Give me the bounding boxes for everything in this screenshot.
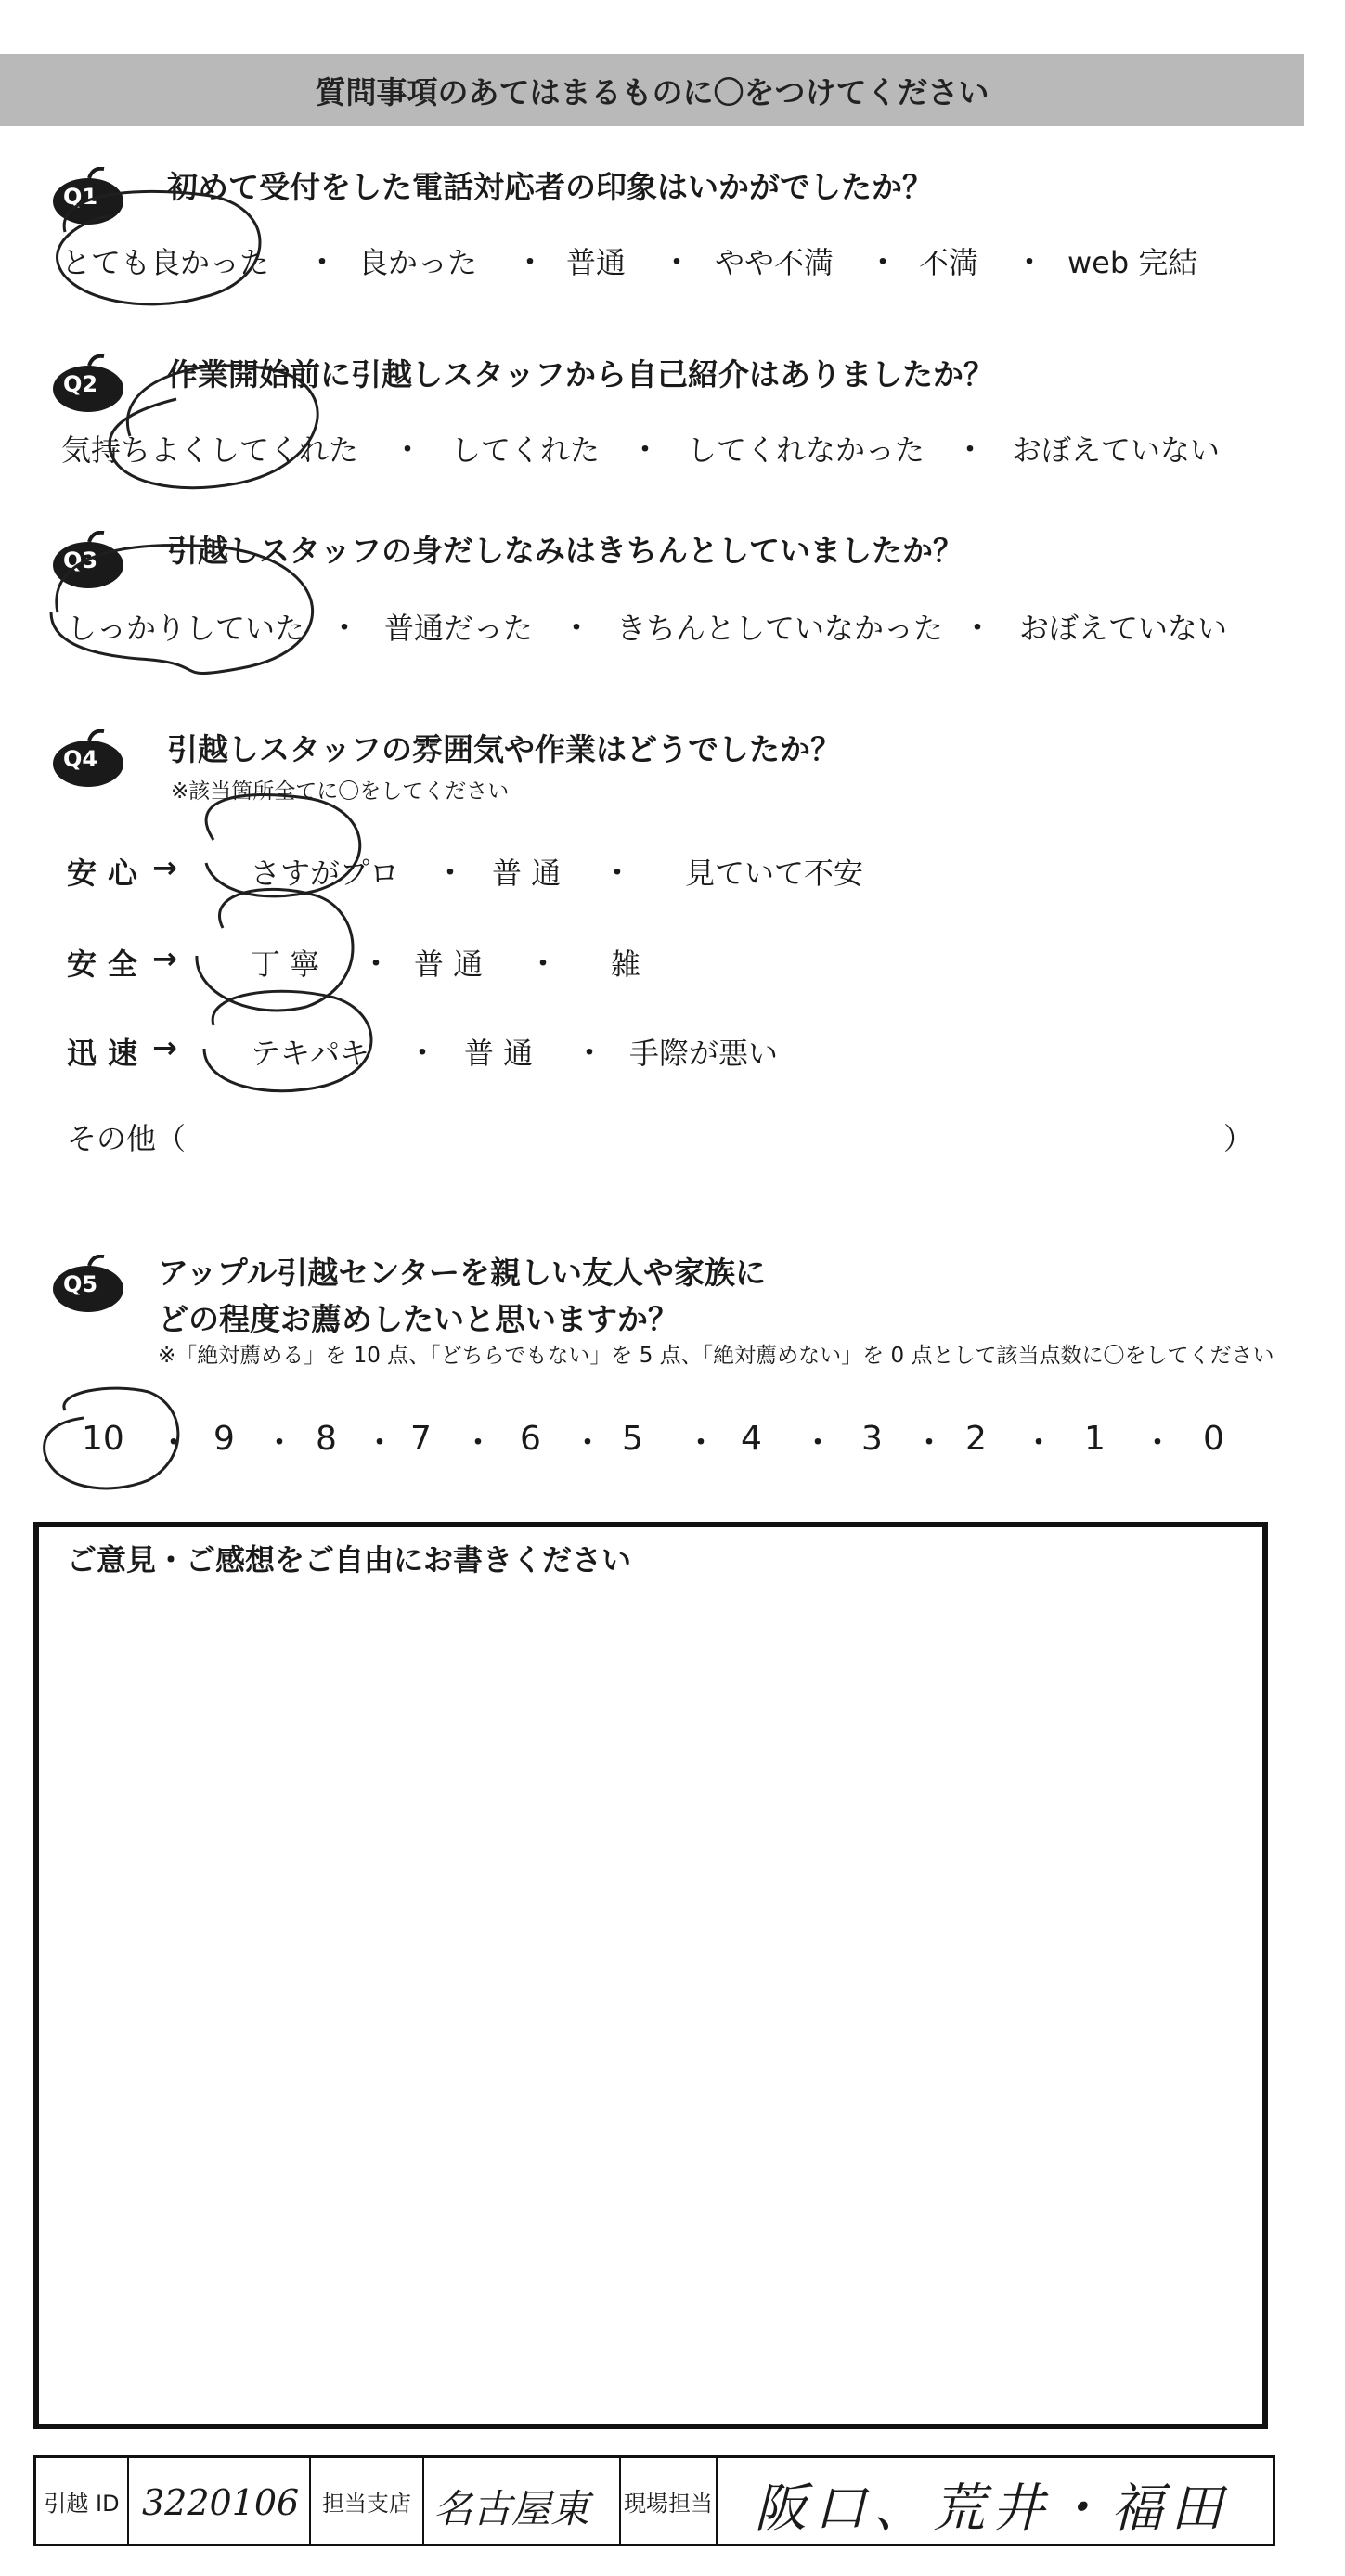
q1-option-good[interactable]: 良かった bbox=[358, 245, 478, 280]
q2-title: 作業開始前に引越しスタッフから自己紹介はありましたか？ bbox=[167, 356, 994, 393]
q4-speed-option-clumsy[interactable]: 手際が悪い bbox=[629, 1036, 779, 1071]
separator: ・ bbox=[576, 1037, 603, 1070]
q4-reassurance-option-uneasy[interactable]: 見ていて不安 bbox=[685, 856, 864, 891]
q3-title: 引越しスタッフの身だしなみはきちんとしていましたか？ bbox=[167, 533, 963, 569]
q3-badge-label: Q3 bbox=[63, 547, 98, 573]
q4-other-label: その他（ bbox=[67, 1121, 187, 1156]
footer-table bbox=[33, 2455, 1275, 2546]
score-6[interactable]: 6 bbox=[520, 1420, 541, 1458]
separator: ・ bbox=[631, 434, 659, 467]
q4-row-label-safety: 安全 bbox=[67, 947, 149, 982]
separator: ・ bbox=[563, 612, 590, 645]
separator: ・ bbox=[160, 1427, 188, 1460]
separator: ・ bbox=[1025, 1427, 1053, 1460]
q1-option-normal[interactable]: 普通 bbox=[566, 245, 627, 280]
score-5[interactable]: 5 bbox=[622, 1420, 643, 1458]
score-9[interactable]: 9 bbox=[213, 1420, 235, 1458]
q5-note: ※「絶対薦める」を 10 点、「どちらでもない」を 5 点、「絶対薦めない」を 0 点として該当点数に〇をしてください bbox=[158, 1344, 1274, 1368]
staff-value: 阪口、荒井・福田 bbox=[755, 2479, 1230, 2539]
branch-label: 担当支店 bbox=[311, 2458, 424, 2544]
separator: ・ bbox=[366, 1427, 394, 1460]
q4-other-input[interactable] bbox=[195, 1119, 1216, 1153]
separator: ・ bbox=[408, 1037, 436, 1070]
separator: ・ bbox=[464, 1427, 492, 1460]
q4-row-label-reassurance: 安心 bbox=[67, 856, 149, 891]
score-3[interactable]: 3 bbox=[861, 1420, 883, 1458]
score-0[interactable]: 0 bbox=[1203, 1420, 1224, 1458]
separator: ・ bbox=[1144, 1427, 1171, 1460]
separator: ・ bbox=[516, 247, 544, 279]
q4-row-label-speed: 迅速 bbox=[67, 1036, 149, 1071]
q4-safety-option-rough[interactable]: 雑 bbox=[611, 947, 641, 982]
separator: ・ bbox=[603, 857, 631, 890]
q4-safety-option-careful[interactable]: 丁 寧 bbox=[251, 947, 320, 982]
instructions-title: 質問事項のあてはまるものに〇をつけてください bbox=[315, 73, 989, 110]
separator: ・ bbox=[362, 948, 390, 981]
separator: ・ bbox=[915, 1427, 943, 1460]
q2-option-did[interactable]: してくれた bbox=[451, 432, 601, 468]
q1-option-unsatisfied[interactable]: 不満 bbox=[919, 245, 979, 280]
staff-label: 現場担当 bbox=[621, 2458, 718, 2544]
move-id-label: 引越 ID bbox=[36, 2458, 129, 2544]
branch-value-cell[interactable] bbox=[424, 2458, 621, 2544]
comments-title: ご意見・ご感想をご自由にお書きください bbox=[67, 1542, 632, 1578]
separator: ・ bbox=[804, 1427, 832, 1460]
q3-option-neat[interactable]: しっかりしていた bbox=[67, 611, 305, 646]
separator: ・ bbox=[1015, 247, 1043, 279]
score-1[interactable]: 1 bbox=[1084, 1420, 1106, 1458]
q4-reassurance-option-pro[interactable]: さすがプロ bbox=[251, 856, 400, 891]
move-id-value: 3220106 bbox=[142, 2482, 300, 2523]
q4-badge-label: Q4 bbox=[63, 746, 98, 772]
q4-title: 引越しスタッフの雰囲気や作業はどうでしたか？ bbox=[167, 731, 841, 767]
separator: ・ bbox=[956, 434, 984, 467]
q3-option-normal[interactable]: 普通だった bbox=[384, 611, 534, 646]
q1-title: 初めて受付をした電話対応者の印象はいかがでしたか？ bbox=[167, 169, 933, 205]
separator: ・ bbox=[394, 434, 421, 467]
q4-other-close: ） bbox=[1223, 1121, 1254, 1156]
arrow-right-icon: → bbox=[152, 1030, 177, 1065]
q2-option-pleasantly[interactable]: 気持ちよくしてくれた bbox=[61, 432, 359, 468]
q5-badge-label: Q5 bbox=[63, 1271, 98, 1297]
separator: ・ bbox=[663, 247, 691, 279]
q2-badge-label: Q2 bbox=[63, 371, 98, 397]
q4-note: ※該当箇所全てに〇をしてください bbox=[171, 779, 510, 804]
score-7[interactable]: 7 bbox=[410, 1420, 432, 1458]
separator: ・ bbox=[574, 1427, 601, 1460]
q1-option-very-good[interactable]: とても良かった bbox=[61, 245, 270, 280]
separator: ・ bbox=[529, 948, 557, 981]
q4-safety-option-normal[interactable]: 普 通 bbox=[414, 947, 484, 982]
q1-badge-label: Q1 bbox=[63, 184, 98, 210]
instructions-header bbox=[0, 54, 1304, 126]
arrow-right-icon: → bbox=[152, 941, 177, 976]
arrow-right-icon: → bbox=[152, 850, 177, 885]
separator: ・ bbox=[308, 247, 336, 279]
score-4[interactable]: 4 bbox=[741, 1420, 762, 1458]
separator: ・ bbox=[869, 247, 897, 279]
score-8[interactable]: 8 bbox=[316, 1420, 337, 1458]
separator: ・ bbox=[687, 1427, 715, 1460]
q4-speed-option-brisk[interactable]: テキパキ bbox=[251, 1036, 370, 1071]
separator: ・ bbox=[436, 857, 464, 890]
staff-value-cell[interactable] bbox=[718, 2458, 1273, 2544]
q4-speed-option-normal[interactable]: 普 通 bbox=[464, 1036, 534, 1071]
score-10[interactable]: 10 bbox=[82, 1420, 124, 1458]
q1-option-somewhat-unsatisfied[interactable]: やや不満 bbox=[715, 245, 834, 280]
q2-option-did-not[interactable]: してくれなかった bbox=[687, 432, 925, 468]
q3-option-dont-remember[interactable]: おぼえていない bbox=[1019, 611, 1228, 646]
q5-title-line2: どの程度お薦めしたいと思いますか？ bbox=[158, 1301, 679, 1337]
q1-option-web-complete[interactable]: web 完結 bbox=[1067, 245, 1198, 280]
q2-option-dont-remember[interactable]: おぼえていない bbox=[1012, 432, 1221, 468]
branch-value: 名古屋東 bbox=[433, 2486, 590, 2531]
separator: ・ bbox=[265, 1427, 293, 1460]
move-id-value-cell[interactable] bbox=[129, 2458, 311, 2544]
separator: ・ bbox=[330, 612, 358, 645]
comments-box[interactable] bbox=[33, 1522, 1268, 2429]
score-2[interactable]: 2 bbox=[965, 1420, 987, 1458]
separator: ・ bbox=[963, 612, 991, 645]
q5-title-line1: アップル引越センターを親しい友人や家族に bbox=[158, 1255, 767, 1291]
q4-reassurance-option-normal[interactable]: 普 通 bbox=[492, 856, 562, 891]
q3-option-not-neat[interactable]: きちんとしていなかった bbox=[616, 611, 944, 646]
